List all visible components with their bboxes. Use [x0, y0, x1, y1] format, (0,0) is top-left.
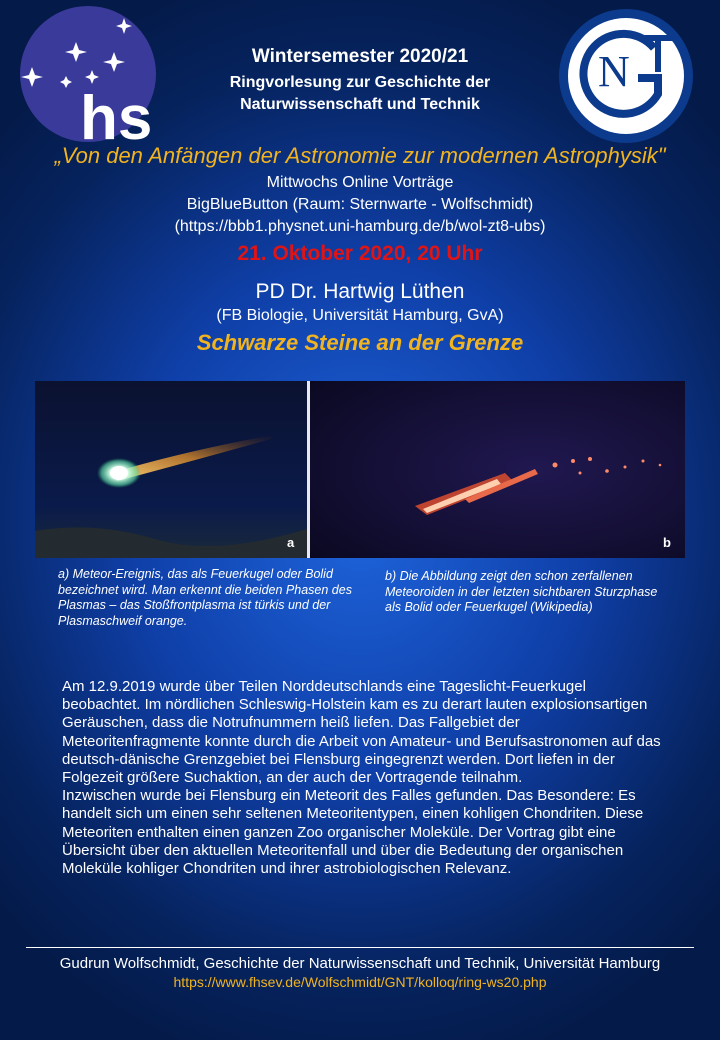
- event-date: 21. Oktober 2020, 20 Uhr: [237, 242, 483, 265]
- abstract-paragraph: Am 12.9.2019 wurde über Teilen Norddeutschlands eine Tageslicht-Feuerkugel beobachtet. Im nördlichen Schleswig-Holstein kam es zu derart lauten explosionsartigen Geräuschen, dass die Notrufnummern heiß liefen. Das Fallgebiet der Meteoritenfragmente konnte durch die Arbeit von Amateur- und Berufsastronomen auf das deutsch-dänische Grenzgebiet bei Flensburg eingegrenzt werden. Dort liefen in der Folgezeit größere Suchaktion, an der auch der Vortragende teilnahm.: [62, 678, 661, 787]
- bbb-url[interactable]: (https://bbb1.physnet.uni-hamburg.de/b/wol-zt8-ubs): [174, 218, 546, 235]
- svg-text:b: b: [663, 535, 671, 550]
- footer-credit: Gudrun Wolfschmidt, Geschichte der Naturwissenschaft und Technik, Universität Hamburg: [59, 955, 661, 972]
- svg-text:N: N: [598, 47, 630, 96]
- speaker-affiliation: (FB Biologie, Universität Hamburg, GvA): [216, 307, 504, 324]
- talk-title: Schwarze Steine an der Grenze: [196, 330, 524, 355]
- bbb-room-label: BigBlueButton (Raum: Sternwarte - Wolfschmidt): [186, 196, 534, 213]
- lecture-series-line1: Ringvorlesung zur Geschichte der: [229, 74, 491, 91]
- svg-text:hs: hs: [80, 84, 153, 144]
- caption-a: a) Meteor-Ereignis, das als Feuerkugel oder Bolid bezeichnet wird. Man erkennt die beiden Phasen des Plasmas – das Stoßfrontplasma ist türkis und der Plasmaschweif orange.: [58, 567, 352, 628]
- caption-b: b) Die Abbildung zeigt den schon zerfallenen Meteoroiden in der letzten sichtbaren Sturzphase als Bolid oder Feuerkugel (Wikipedia): [385, 569, 658, 614]
- abstract-paragraph: Inzwischen wurde bei Flensburg ein Meteorit des Falles gefunden. Das Besondere: Es handelt sich um einen sehr seltenen Meteoritentypen, einen kohligen Chondriten. Diese Meteoriten enthalten einen ganzen Zoo organischer Moleküle. Der Vortrag gibt eine Übersicht über den aktuellen Meteoritenfall und über die Bedeutung der organischen Moleküle kohliger Chondriten und ihrer astrobiologischen Relevanz.: [62, 787, 644, 878]
- photo-panel-b: [310, 381, 685, 558]
- series-title: „Von den Anfängen der Astronomie zur modernen Astrophysik": [54, 143, 666, 168]
- meteor-photo: [35, 381, 685, 558]
- semester-title: Wintersemester 2020/21: [251, 46, 469, 67]
- footer-url[interactable]: https://www.fhsev.de/Wolfschmidt/GNT/kolloq/ring-ws20.php: [173, 974, 547, 990]
- abstract: [62, 678, 662, 878]
- divider: [26, 947, 694, 948]
- svg-text:a: a: [287, 535, 295, 550]
- speaker-name: PD Dr. Hartwig Lüthen: [255, 280, 465, 303]
- lecture-series-line2: Naturwissenschaft und Technik: [240, 96, 480, 113]
- online-talks-label: Mittwochs Online Vorträge: [266, 174, 454, 191]
